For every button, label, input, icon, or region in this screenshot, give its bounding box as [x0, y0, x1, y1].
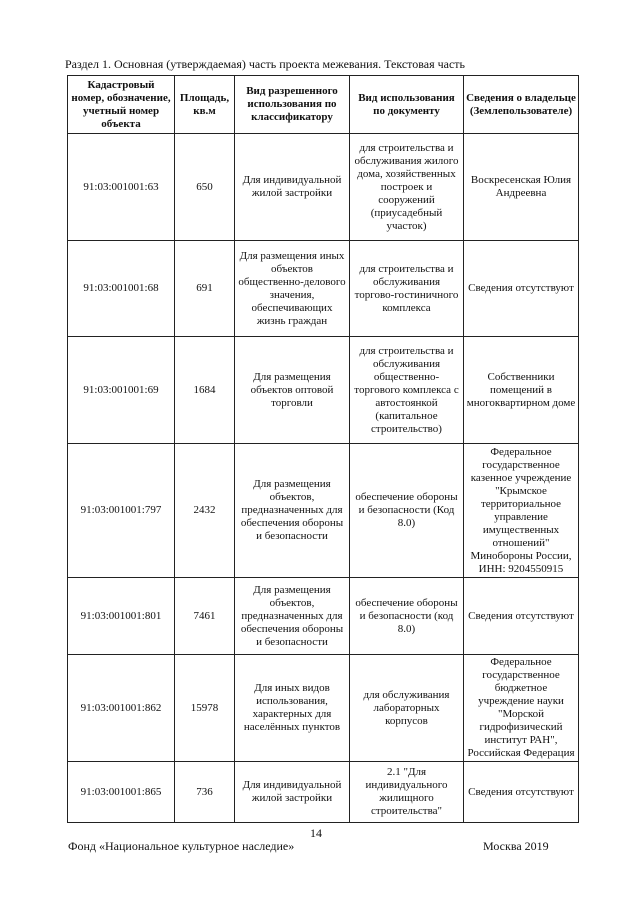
- cadastral-number: 91:03:001001:865: [68, 762, 175, 823]
- permitted-use: Для иных видов использования, характерных для населённых пунктов: [235, 655, 350, 762]
- document-use: обеспечение обороны и безопасности (код 8.0): [350, 578, 464, 655]
- document-use: обеспечение обороны и безопасности (Код 8.0): [350, 444, 464, 578]
- document-use: 2.1 "Для индивидуального жилищного строительства": [350, 762, 464, 823]
- cadastral-number: 91:03:001001:68: [68, 241, 175, 337]
- table-row: [68, 444, 579, 578]
- owner-info: Сведения отсутствуют: [464, 762, 579, 823]
- permitted-use: Для индивидуальной жилой застройки: [235, 762, 350, 823]
- header-cadastral: Кадастровый номер, обозначение, учетный номер объекта: [68, 76, 175, 134]
- owner-info: Воскресенская Юлия Андреевна: [464, 134, 579, 241]
- permitted-use: Для размещения объектов, предназначенных для обеспечения обороны и безопасности: [235, 578, 350, 655]
- table-row: [68, 762, 579, 823]
- permitted-use: Для размещения объектов, предназначенных для обеспечения обороны и безопасности: [235, 444, 350, 578]
- land-plots-table: [67, 75, 579, 823]
- owner-info: Сведения отсутствуют: [464, 241, 579, 337]
- table-row: [68, 655, 579, 762]
- area-value: 15978: [175, 655, 235, 762]
- document-use: для обслуживания лабораторных корпусов: [350, 655, 464, 762]
- header-owner: Сведения о владельце (Землепользователе): [464, 76, 579, 134]
- area-value: 691: [175, 241, 235, 337]
- header-document-use: Вид использования по документу: [350, 76, 464, 134]
- owner-info: Федеральное государственное бюджетное учреждение науки "Морской гидрофизический институт РАН", Российская Федерация: [464, 655, 579, 762]
- table-row: [68, 337, 579, 444]
- owner-info: Собственники помещений в многоквартирном доме: [464, 337, 579, 444]
- header-permitted-use: Вид разрешенного использования по классификатору: [235, 76, 350, 134]
- footer-city-year: Москва 2019: [483, 839, 549, 853]
- area-value: 736: [175, 762, 235, 823]
- area-value: 2432: [175, 444, 235, 578]
- document-use: для строительства и обслуживания общественно-торгового комплекса с автостоянкой (капитальное строительство): [350, 337, 464, 444]
- permitted-use: Для индивидуальной жилой застройки: [235, 134, 350, 241]
- document-use: для строительства и обслуживания жилого дома, хозяйственных построек и сооружений (приусадебный участок): [350, 134, 464, 241]
- permitted-use: Для размещения объектов оптовой торговли: [235, 337, 350, 444]
- owner-info: Сведения отсутствуют: [464, 578, 579, 655]
- cadastral-number: 91:03:001001:801: [68, 578, 175, 655]
- table-row: [68, 134, 579, 241]
- cadastral-number: 91:03:001001:63: [68, 134, 175, 241]
- table-row: [68, 241, 579, 337]
- table-row: [68, 578, 579, 655]
- owner-info: Федеральное государственное казенное учреждение "Крымское территориальное управление имущественных отношений" Минобороны России, ИНН: 9204550915: [464, 444, 579, 578]
- document-use: для строительства и обслуживания торгово-гостиничного комплекса: [350, 241, 464, 337]
- permitted-use: Для размещения иных объектов общественно-делового значения, обеспечивающих жизнь граждан: [235, 241, 350, 337]
- table-header-row: [68, 76, 579, 134]
- footer-organization: Фонд «Национальное культурное наследие»: [68, 839, 295, 853]
- cadastral-number: 91:03:001001:69: [68, 337, 175, 444]
- page-number: 14: [310, 826, 322, 840]
- area-value: 7461: [175, 578, 235, 655]
- area-value: 1684: [175, 337, 235, 444]
- area-value: 650: [175, 134, 235, 241]
- header-area: Площадь, кв.м: [175, 76, 235, 134]
- section-title: Раздел 1. Основная (утверждаемая) часть проекта межевания. Текстовая часть: [65, 57, 466, 71]
- cadastral-number: 91:03:001001:862: [68, 655, 175, 762]
- cadastral-number: 91:03:001001:797: [68, 444, 175, 578]
